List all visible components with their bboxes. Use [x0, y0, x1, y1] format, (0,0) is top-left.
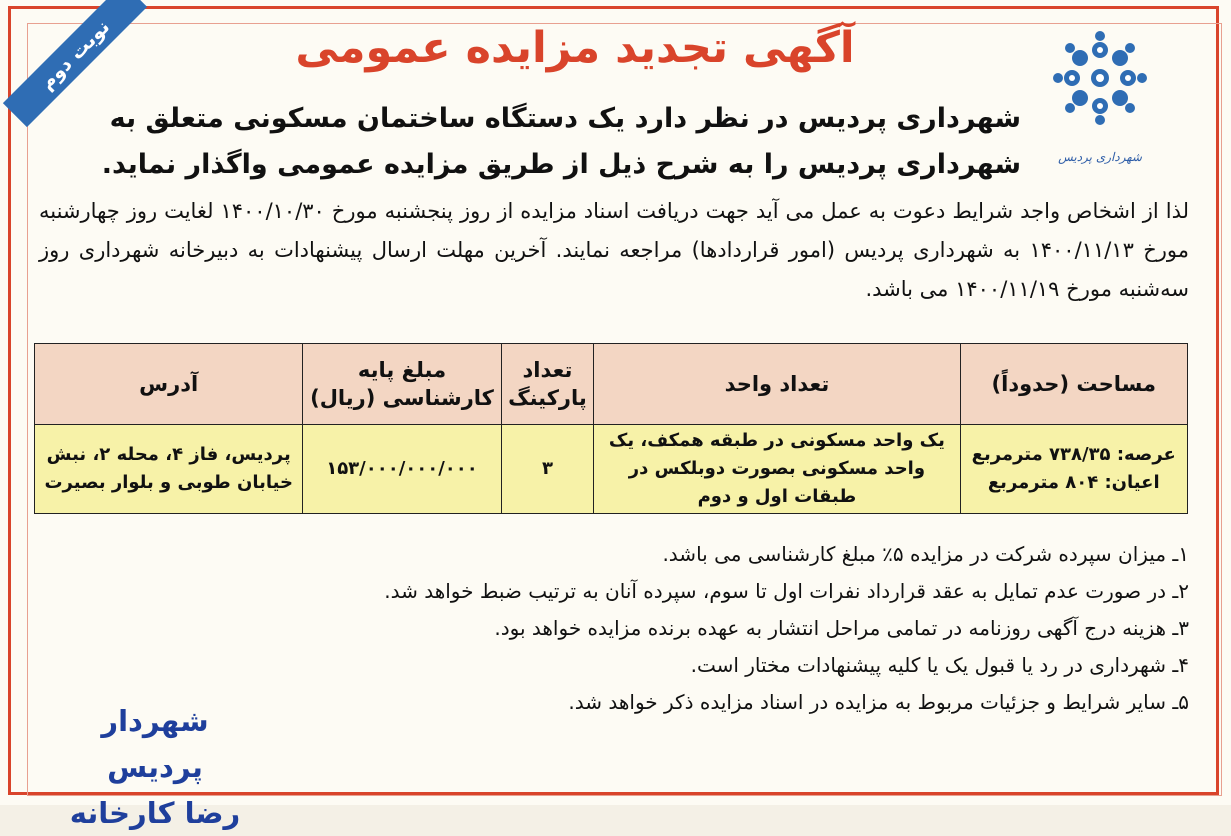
auction-items-table	[34, 343, 1188, 514]
cell-area: عرصه: ۷۳۸/۳۵ مترمربع اعیان: ۸۰۴ مترمربع	[960, 425, 1187, 514]
header-price: مبلغ پایه کارشناسی (ریال)	[303, 344, 501, 425]
signature-name: رضا کارخانه	[69, 796, 241, 830]
conditions-list	[189, 536, 1189, 721]
condition-item: ۳ـ هزینه درج آگهی روزنامه در تمامی مراحل انتشار به عهده برنده مزایده خواهد بود.	[494, 616, 1189, 640]
table-header-row	[35, 344, 1188, 425]
logo-caption: شهرداری پردیس	[1058, 150, 1142, 164]
condition-item: ۴ـ شهرداری در رد یا قبول یک یا کلیه پیشنهادات مختار است.	[690, 653, 1189, 677]
cell-address: پردیس، فاز ۴، محله ۲، نبش خیابان طوبی و بلوار بصیرت	[35, 425, 303, 514]
table-row	[35, 425, 1188, 514]
header-area: مساحت (حدوداً)	[960, 344, 1187, 425]
cell-price: ۱۵۳/۰۰۰/۰۰۰/۰۰۰	[303, 425, 501, 514]
condition-item: ۵ـ سایر شرایط و جزئیات مربوط به مزایده در اسناد مزایده ذکر خواهد شد.	[568, 690, 1189, 714]
notice-title: آگهی تجدید مزایده عمومی	[295, 23, 855, 73]
cell-parking: ۳	[501, 425, 594, 514]
condition-item: ۲ـ در صورت عدم تمایل به عقد قرارداد نفرات اول تا سوم، سپرده آنان به ترتیب ضبط خواهد شد.	[384, 579, 1189, 603]
header-address: آدرس	[35, 344, 303, 425]
condition-item: ۱ـ میزان سپرده شرکت در مزایده ۵٪ مبلغ کارشناسی می باشد.	[662, 542, 1189, 566]
signature-title: شهردار پردیس	[101, 704, 209, 784]
header-parking: تعداد پارکینگ	[501, 344, 594, 425]
header-units: تعداد واحد	[594, 344, 960, 425]
notice-intro: شهرداری پردیس در نظر دارد یک دستگاه ساختمان مسکونی متعلق به شهرداری پردیس را به شرح ذیل از طریق مزایده عمومی واگذار نماید.	[101, 103, 1021, 180]
cell-units: یک واحد مسکونی در طبقه همکف، یک واحد مسکونی بصورت دوبلکس در طبقات اول و دوم	[594, 425, 960, 514]
signature-block	[60, 698, 250, 836]
notice-body: لذا از اشخاص واجد شرایط دعوت به عمل می آید جهت دریافت اسناد مزایده از روز پنجشنبه مورخ ۱۴۰۰/۱۰/۳۰ لغایت روز چهارشنبه مورخ ۱۴۰۰/۱۱/۱۳ به شهرداری پردیس (امور قراردادها) مراجعه نمایند. آخرین مهلت ارسال پیشنهادات به دبیرخانه شهرداری روز سه‌شنبه مورخ ۱۴۰۰/۱۱/۱۹ می باشد.	[39, 199, 1189, 301]
edition-badge: نوبت دوم	[3, 0, 147, 127]
